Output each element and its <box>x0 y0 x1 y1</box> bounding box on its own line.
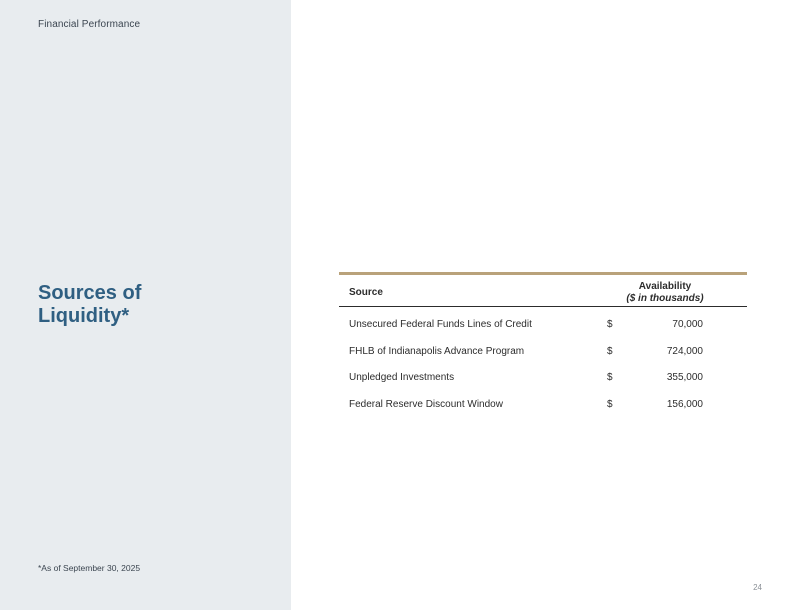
table-row <box>339 391 747 418</box>
row-source: Federal Reserve Discount Window <box>349 399 503 411</box>
table-row <box>339 364 747 391</box>
header-source: Source <box>349 287 383 298</box>
liquidity-table <box>339 272 747 418</box>
row-source: Unpledged Investments <box>349 372 455 384</box>
table-row <box>339 338 747 365</box>
page-number: 24 <box>753 583 762 592</box>
left-panel <box>0 0 291 610</box>
row-currency: $ <box>607 319 613 330</box>
row-source: FHLB of Indianapolis Advance Program <box>349 345 525 357</box>
table-body <box>339 307 747 418</box>
header-availability <box>605 281 725 305</box>
table-row <box>339 311 747 338</box>
row-value: 724,000 <box>666 345 703 357</box>
row-source: Unsecured Federal Funds Lines of Credit <box>349 319 532 330</box>
slide-title <box>38 282 141 328</box>
footnote: *As of September 30, 2025 <box>38 563 141 573</box>
header-availability-label: Availability <box>638 281 692 292</box>
row-currency: $ <box>607 345 613 357</box>
header-availability-units: ($ in thousands) <box>626 293 704 304</box>
table-header-row <box>339 275 747 307</box>
slide-title-line-2: Liquidity* <box>38 305 130 327</box>
row-value: 70,000 <box>672 319 703 330</box>
row-value: 156,000 <box>666 399 703 411</box>
slide-title-line-1: Sources of <box>38 282 142 304</box>
row-value: 355,000 <box>666 372 703 384</box>
row-currency: $ <box>607 372 613 384</box>
row-currency: $ <box>607 399 613 411</box>
section-label: Financial Performance <box>38 19 141 30</box>
